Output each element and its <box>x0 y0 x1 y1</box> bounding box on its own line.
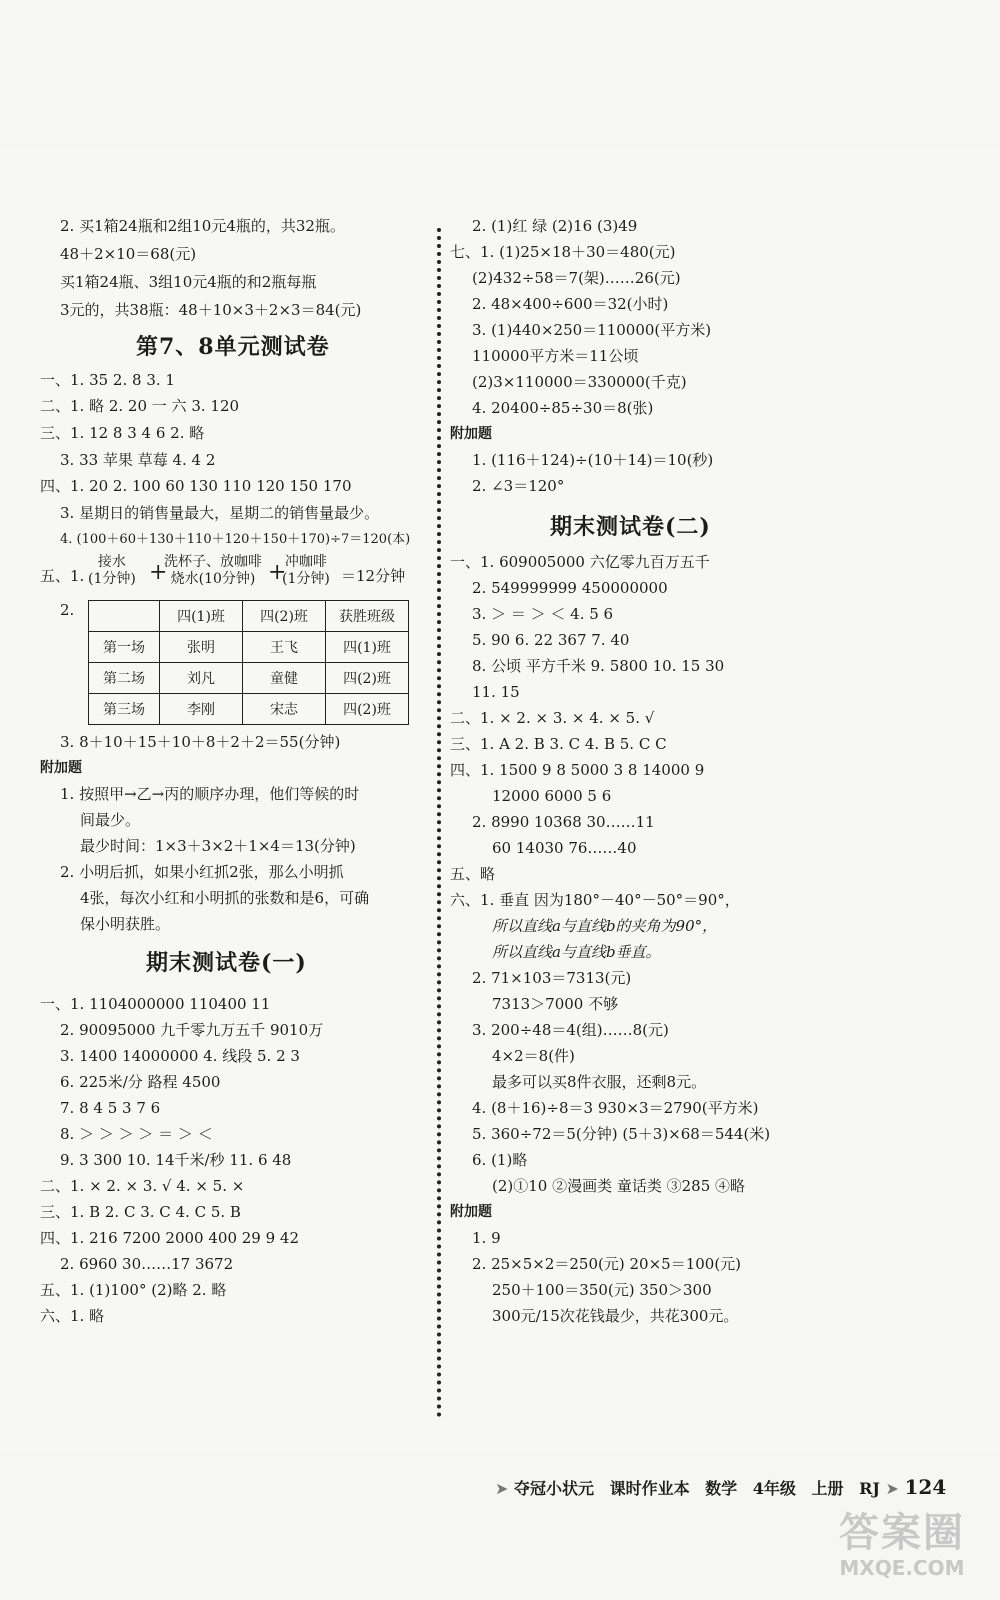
table-cell <box>89 601 160 632</box>
answer-page <box>0 150 1000 1499</box>
text-line: (2)432÷58＝7(架)……26(元) <box>472 269 681 287</box>
text-line: 2. 48×400÷600＝32(小时) <box>472 295 669 313</box>
text-line: 6. (1)略 <box>472 1151 528 1169</box>
text-line: 五、1. (1)100° (2)略 2. 略 <box>40 1281 227 1299</box>
watermark-url: MXQE.COM <box>839 1556 965 1580</box>
text-line: (2)3×110000＝330000(千克) <box>472 373 687 391</box>
footer-subject: 数学 <box>705 1479 738 1498</box>
arrow-icon: ➤ <box>495 1479 509 1498</box>
flow-result: ＝12分钟 <box>341 567 406 585</box>
table-row <box>89 663 409 694</box>
text-line: 保小明获胜。 <box>80 915 171 933</box>
table-cell: 张明 <box>160 632 243 663</box>
text-line: 三、1. 12 8 3 4 6 2. 略 <box>40 424 205 442</box>
text-line: 2. 90095000 九千零九万五千 9010万 <box>60 1021 324 1039</box>
table-cell: 宋志 <box>243 694 326 725</box>
text-line: 12000 6000 5 6 <box>492 787 612 805</box>
flow-prefix: 五、1. <box>40 567 85 585</box>
table-cell: 获胜班级 <box>326 601 409 632</box>
table-cell: 李刚 <box>160 694 243 725</box>
footer-brand: 夺冠小状元 <box>513 1479 594 1498</box>
table-label: 2. <box>60 601 75 619</box>
text-line: 2. 买1箱24瓶和2组10元4瓶的，共32瓶。 <box>60 217 345 235</box>
text-line: 二、1. × 2. × 3. × 4. × 5. √ <box>450 709 655 727</box>
text-line: 4×2＝8(件) <box>492 1047 575 1065</box>
table-cell: 王飞 <box>243 632 326 663</box>
page-number: 124 <box>904 1475 947 1499</box>
bonus-heading: 附加题 <box>450 426 492 442</box>
flow-step-1: 接水 (1分钟) <box>88 554 136 587</box>
text-line: 2. ∠3＝120° <box>472 477 565 495</box>
text-line: 3. 33 苹果 草莓 4. 4 2 <box>60 451 216 469</box>
text-line: 七、1. (1)25×18＋30＝480(元) <box>450 243 676 261</box>
text-line: 六、1. 略 <box>40 1307 105 1325</box>
table-header-row <box>89 601 409 632</box>
table-row <box>89 632 409 663</box>
text-line: 3元的，共38瓶：48＋10×3＋2×3＝84(元) <box>60 301 362 319</box>
text-line: 三、1. A 2. B 3. C 4. B 5. C C <box>450 735 667 753</box>
match-table <box>88 600 409 725</box>
table-cell: 童健 <box>243 663 326 694</box>
text-line: 买1箱24瓶、3组10元4瓶的和2瓶每瓶 <box>60 273 317 291</box>
text-line: 5. 360÷72＝5(分钟) (5＋3)×68＝544(米) <box>472 1125 771 1143</box>
column-divider <box>437 228 441 1418</box>
page-footer <box>495 1475 946 1499</box>
text-line: 3. 星期日的销售量最大，星期二的销售量最少。 <box>60 504 380 522</box>
text-line: 4. (100＋60＋130＋110＋120＋150＋170)÷7＝120(本) <box>60 532 411 547</box>
text-line: 2. 小明后抓，如果小红抓2张，那么小明抓 <box>60 863 344 881</box>
text-line: 4张，每次小红和小明抓的张数和是6，可确 <box>80 889 370 907</box>
text-line: 2. 25×5×2＝250(元) 20×5＝100(元) <box>472 1255 742 1273</box>
text-line: 2. 549999999 450000000 <box>472 579 668 597</box>
text-line: 8. 公顷 平方千米 9. 5800 10. 15 30 <box>472 657 725 675</box>
text-line: 六、1. 垂直 因为180°－40°－50°＝90°， <box>450 891 740 909</box>
table-cell: 四(1)班 <box>160 601 243 632</box>
text-line: 五、略 <box>450 865 496 883</box>
text-line: 间最少。 <box>80 811 141 829</box>
watermark-logo <box>822 1510 982 1590</box>
plus-sign: + <box>149 560 168 585</box>
section-title-final-2: 期末测试卷(二) <box>550 514 711 540</box>
table-cell: 四(2)班 <box>243 601 326 632</box>
text-line: 3. (1)440×250＝110000(平方米) <box>472 321 712 339</box>
text-line: 四、1. 216 7200 2000 400 29 9 42 <box>40 1229 300 1247</box>
text-line: 6. 225米/分 路程 4500 <box>60 1073 221 1091</box>
table-cell: 第一场 <box>89 632 160 663</box>
text-line: 1. 按照甲→乙→丙的顺序办理，他们等候的时 <box>60 785 360 803</box>
bonus-heading: 附加题 <box>40 760 82 776</box>
text-line: 4. (8＋16)÷8＝3 930×3＝2790(平方米) <box>472 1099 759 1117</box>
text-line: 最少时间：1×3＋3×2＋1×4＝13(分钟) <box>80 837 356 855</box>
text-line: 2. 8990 10368 30……11 <box>472 813 655 831</box>
table-cell: 刘凡 <box>160 663 243 694</box>
text-line: 1. (116＋124)÷(10＋14)＝10(秒) <box>472 451 714 469</box>
text-line: 2. 71×103＝7313(元) <box>472 969 632 987</box>
text-line: 7313＞7000 不够 <box>492 995 619 1013</box>
text-line: 2. (1)红 绿 (2)16 (3)49 <box>472 217 638 235</box>
text-line: 60 14030 76……40 <box>492 839 637 857</box>
text-line: 3. 1400 14000000 4. 线段 5. 2 3 <box>60 1047 300 1065</box>
text-line: 二、1. 略 2. 20 一 六 3. 120 <box>40 397 240 415</box>
footer-edition: RJ <box>859 1479 880 1498</box>
plus-sign: + <box>268 560 287 585</box>
flow-step-3: 冲咖啡 (1分钟) <box>282 554 330 587</box>
table-cell: 四(2)班 <box>326 694 409 725</box>
table-cell: 四(1)班 <box>326 632 409 663</box>
text-line: 3. 200÷48＝4(组)……8(元) <box>472 1021 669 1039</box>
text-line: 110000平方米＝11公顷 <box>472 347 639 365</box>
text-line: 三、1. B 2. C 3. C 4. C 5. B <box>40 1203 241 1221</box>
text-line: 1. 9 <box>472 1229 501 1247</box>
flow-step-2: 洗杯子、放咖啡 烧水(10分钟) <box>164 554 262 587</box>
table-cell: 第三场 <box>89 694 160 725</box>
text-line: 一、1. 1104000000 110400 11 <box>40 995 271 1013</box>
table-cell: 四(2)班 <box>326 663 409 694</box>
text-line: 8. ＞ ＞ ＞ ＞ ＝ ＞ ＜ <box>60 1125 213 1143</box>
text-line: 一、1. 609005000 六亿零九百万五千 <box>450 553 710 571</box>
text-line: 250＋100＝350(元) 350＞300 <box>492 1281 712 1299</box>
text-line: 一、1. 35 2. 8 3. 1 <box>40 371 175 389</box>
text-line: 300元/15次花钱最少，共花300元。 <box>492 1307 739 1325</box>
table-cell: 第二场 <box>89 663 160 694</box>
footer-grade: 4年级 <box>752 1479 796 1498</box>
text-line: 48＋2×10＝68(元) <box>60 245 197 263</box>
arrow-icon: ➤ <box>885 1479 899 1498</box>
text-line: 4. 20400÷85÷30＝8(张) <box>472 399 654 417</box>
text-line: 3. ＞ ＝ ＞ ＜ 4. 5 6 <box>472 605 614 623</box>
footer-book: 课时作业本 <box>609 1479 690 1498</box>
bonus-heading: 附加题 <box>450 1204 492 1220</box>
text-line: 9. 3 300 10. 14千米/秒 11. 6 48 <box>60 1151 292 1169</box>
footer-volume: 上册 <box>811 1479 844 1498</box>
text-line: 11. 15 <box>472 683 520 701</box>
text-line: 所以直线a与直线b垂直。 <box>492 943 661 961</box>
watermark-text: 答案圈 <box>839 1510 965 1556</box>
text-line: 最多可以买8件衣服，还剩8元。 <box>492 1073 707 1091</box>
text-line: 7. 8 4 5 3 7 6 <box>60 1099 161 1117</box>
text-line: 所以直线a与直线b的夹角为90°， <box>492 917 718 935</box>
section-title-final-1: 期末测试卷(一) <box>146 950 307 976</box>
text-line: 3. 8＋10＋15＋10＋8＋2＋2＝55(分钟) <box>60 733 341 751</box>
section-title-unit-7-8: 第7、8单元测试卷 <box>136 334 330 360</box>
text-line: 5. 90 6. 22 367 7. 40 <box>472 631 630 649</box>
text-line: 四、1. 1500 9 8 5000 3 8 14000 9 <box>450 761 705 779</box>
text-line: 2. 6960 30……17 3672 <box>60 1255 234 1273</box>
text-line: 二、1. × 2. × 3. √ 4. × 5. × <box>40 1177 245 1195</box>
text-line: (2)①10 ②漫画类 童话类 ③285 ④略 <box>492 1177 746 1195</box>
text-line: 四、1. 20 2. 100 60 130 110 120 150 170 <box>40 477 352 495</box>
table-row <box>89 694 409 725</box>
